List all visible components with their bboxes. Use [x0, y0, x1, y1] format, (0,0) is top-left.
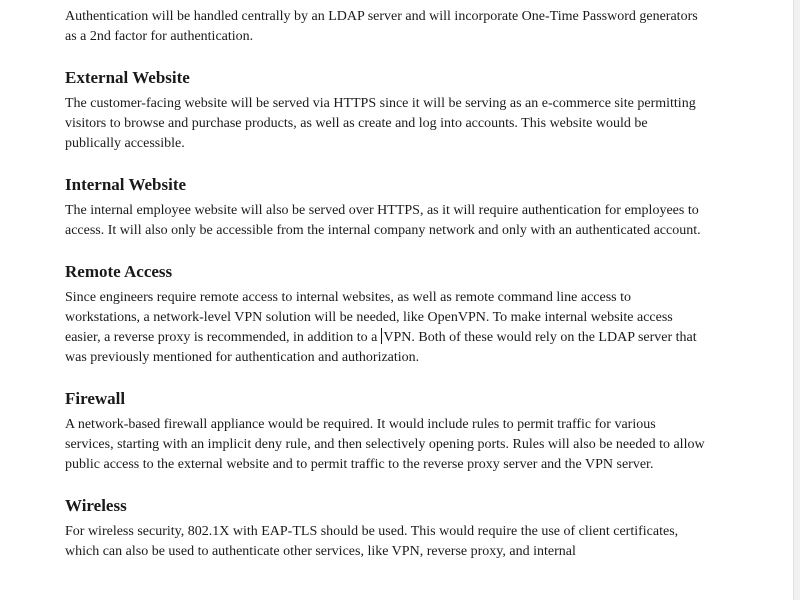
paragraph-firewall: A network-based firewall appliance would be required. It would include rules to permit traffic for various services, starting with an implicit deny rule, and then selectively opening ports. Rules will also be needed to allow public access to the external website and to permit traffic to the reverse proxy server and the VPN server. [65, 417, 705, 472]
paragraph-wireless: For wireless security, 802.1X with EAP-TLS should be used. This would require the use of client certificates, which can also be used to authenticate other services, like VPN, reverse proxy, and internal [65, 524, 679, 559]
paragraph-internal-website: The internal employee website will also be served over HTTPS, as it will require authentication for employees to access. It will also only be accessible from the internal company network and only with an authenticated account. [65, 203, 701, 238]
heading-firewall: Firewall [65, 389, 126, 408]
heading-remote-access: Remote Access [65, 262, 173, 281]
remote-access-text-before-cursor: Since engineers require remote access to internal websites, as well as remote command line access to workstations, a network-level VPN solution will be needed, like OpenVPN. To make internal website access easier, a reverse proxy is recommended, in addition to a [65, 290, 673, 345]
paragraph-external-website: The customer-facing website will be served via HTTPS since it will be serving as an e-commerce site permitting visitors to browse and purchase products, as well as create and log into accounts. This website would be publically accessible. [65, 96, 696, 151]
paragraph-remote-access [65, 288, 705, 368]
heading-wireless: Wireless [65, 496, 127, 515]
remote-access-text-after-cursor: VPN. Both of these would rely on the LDAP server that was previously mentioned for authentication and authorization. [65, 330, 697, 365]
scrollbar[interactable] [793, 0, 800, 600]
intro-paragraph: Authentication will be handled centrally by an LDAP server and will incorporate One-Time Password generators as a 2nd factor for authentication. [65, 9, 698, 44]
heading-external-website: External Website [65, 68, 190, 87]
heading-internal-website: Internal Website [65, 175, 187, 194]
document-body[interactable] [65, 7, 705, 562]
